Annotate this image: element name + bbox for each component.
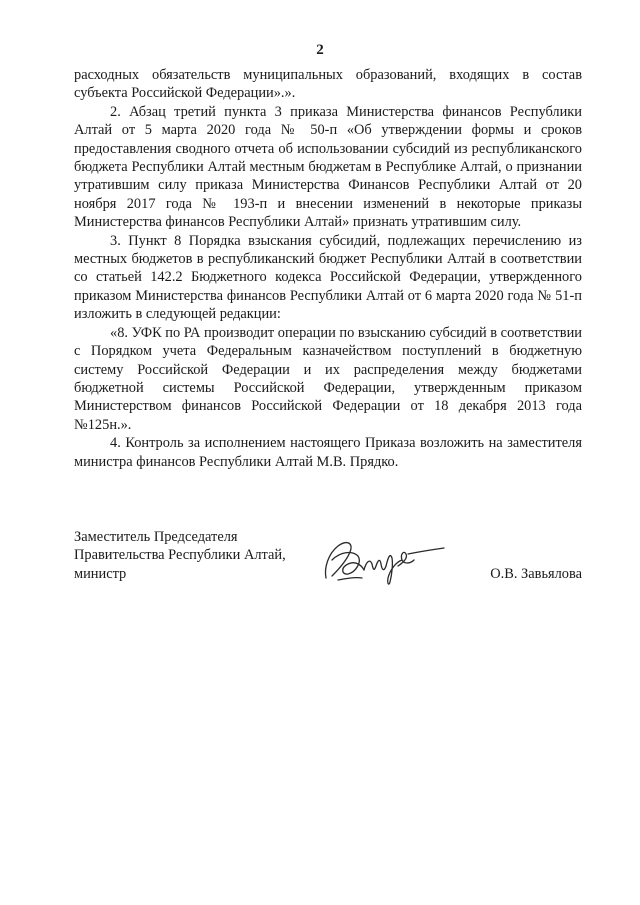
- handwritten-signature: [318, 532, 448, 588]
- signer-title: [74, 528, 314, 583]
- signer-title-line-2: Правительства Республики Алтай,: [74, 547, 286, 564]
- page-number: 2: [316, 42, 324, 58]
- signature-block: [74, 528, 582, 588]
- paragraph-3: 3. Пункт 8 Порядка взыскания субсидий, подлежащих перечислению из местных бюджетов в республиканский бюджет Республики Алтай в соответствии со статьей 142.2 Бюджетного кодекса Российской Федерации, утвержденного приказом Министерства финансов Республики Алтай от 6 марта 2020 года № 51-п изложить в следующей редакции:: [74, 232, 582, 323]
- paragraph-1: расходных обязательств муниципальных образований, входящих в состав субъекта Российской Федерации».».: [74, 67, 582, 102]
- paragraph-4: «8. УФК по РА производит операции по взысканию субсидий в соответствии с Порядком учета Федеральным казначейством поступлений в бюджетную систему Российской Федерации и их распределения между бюджетами бюджетной системы Российской Федерации, утвержденным приказом Министерством финансов Российской Федерации от 18 декабря 2013 года №125н.».: [74, 324, 582, 433]
- document-body: [74, 66, 582, 471]
- signer-title-line-1: Заместитель Председателя: [74, 529, 238, 545]
- signer-title-line-3: министр: [74, 565, 127, 582]
- signer-name: О.В. Завьялова: [490, 566, 582, 582]
- paragraph-2: 2. Абзац третий пункта 3 приказа Министерства финансов Республики Алтай от 5 марта 2020 года № 50-п «Об утверждении формы и сроков предоставления сводного отчета об использовании субсидий из республиканского бюджета Республики Алтай местным бюджетам в Республике Алтай, о признании утратившим силу приказа Министерства Финансов Республики Алтай от 20 ноября 2017 года № 193-п и внесении изменений в некоторые приказы Министерства финансов Республики Алтай» признать утратившим силу.: [74, 103, 582, 231]
- paragraph-5: 4. Контроль за исполнением настоящего Приказа возложить на заместителя министра финансов Республики Алтай М.В. Прядко.: [74, 435, 582, 470]
